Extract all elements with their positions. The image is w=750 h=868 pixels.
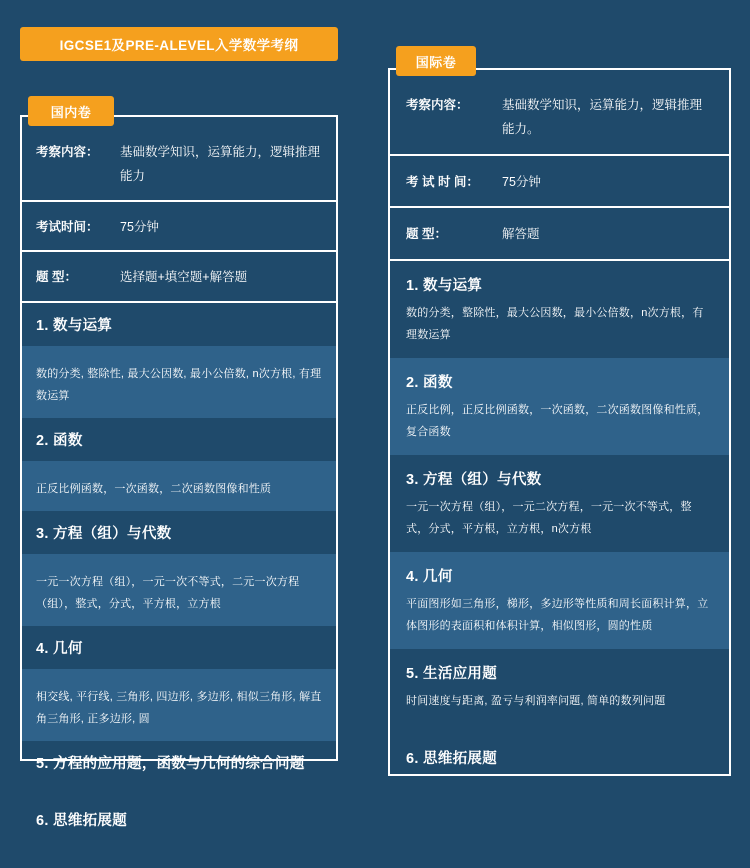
- right-info-value-content: 基础数学知识，运算能力，逻辑推理能力。: [502, 98, 703, 136]
- left-info-value-content: 基础数学知识，运算能力，逻辑推理能力: [120, 145, 321, 183]
- right-section-1: [390, 261, 729, 358]
- right-section-6-title: 6. 思维拓展题: [406, 751, 498, 767]
- left-section-5-title: 5. 方程的应用题，函数与几何的综合问题: [36, 756, 305, 772]
- left-section-1-title: 1. 数与运算: [36, 318, 113, 334]
- left-section-3-body-wrap: [22, 554, 336, 626]
- right-info-row-questiontype: [390, 208, 729, 261]
- right-section-3: [390, 455, 729, 552]
- right-section-5: [390, 649, 729, 724]
- right-section-1-body: 数的分类，整除性，最大公因数，最小公倍数，n次方根，有理数运算: [406, 307, 704, 341]
- left-section-2-title: 2. 函数: [36, 433, 83, 449]
- left-section-4-title: 4. 几何: [36, 641, 83, 657]
- left-section-3: [22, 511, 336, 554]
- right-panel-tab: [396, 46, 476, 76]
- right-section-4-body: 平面图形如三角形，梯形，多边形等性质和周长面积计算，立体图形的表面积和体积计算，相似图形，圆的性质: [406, 598, 709, 632]
- main-title-banner: [20, 27, 338, 61]
- main-title-text: IGCSE1及PRE-ALEVEL入学数学考纲: [59, 38, 299, 53]
- left-info-key-content: 考察内容：: [36, 145, 99, 159]
- right-info-key-duration: 考 试 时 间：: [406, 174, 479, 189]
- left-section-5: [22, 741, 336, 784]
- right-section-5-title: 5. 生活应用题: [406, 666, 498, 682]
- left-panel-tab: [28, 96, 114, 126]
- right-info-value-questiontype: 解答题: [502, 227, 540, 242]
- right-info-row-content: [390, 70, 729, 156]
- right-info-key-content: 考察内容：: [406, 98, 469, 112]
- left-section-4: [22, 626, 336, 669]
- right-panel: [388, 68, 731, 776]
- left-section-6: [22, 798, 336, 841]
- left-section-3-body: 一元一次方程（组），一元一次不等式，二元一次方程（组），整式，分式，平方根，立方根: [36, 576, 300, 610]
- right-section-5-body: 时间速度与距离, 盈亏与利润率问题, 简单的数列问题: [406, 695, 666, 707]
- left-section-6-title: 6. 思维拓展题: [36, 813, 128, 829]
- left-info-row-questiontype: [22, 252, 336, 303]
- right-section-2-title: 2. 函数: [406, 375, 453, 391]
- left-section-1-body: 数的分类, 整除性, 最大公因数, 最小公倍数, n次方根, 有理数运算: [36, 368, 322, 402]
- left-section-4-body-wrap: [22, 669, 336, 741]
- left-info-value-questiontype: 选择题+填空题+解答题: [120, 270, 248, 285]
- right-section-4-title: 4. 几何: [406, 569, 453, 585]
- left-spacer: [22, 784, 336, 798]
- right-panel-tab-label: 国际卷: [415, 54, 457, 70]
- right-section-4: [390, 552, 729, 649]
- left-info-key-duration: 考试时间：: [36, 219, 99, 234]
- right-section-6: [390, 734, 729, 780]
- right-info-value-duration: 75分钟: [502, 174, 541, 189]
- right-section-2: [390, 358, 729, 455]
- left-info-row-duration: [22, 202, 336, 253]
- left-info-value-duration: 75分钟: [120, 219, 159, 234]
- left-section-4-body: 相交线, 平行线, 三角形, 四边形, 多边形, 相似三角形, 解直角三角形, 正多边形, 圆: [36, 691, 322, 725]
- right-section-2-body: 正反比例，正反比例函数，一次函数，二次函数图像和性质，复合函数: [406, 404, 709, 438]
- right-info-row-duration: [390, 156, 729, 209]
- right-section-1-title: 1. 数与运算: [406, 278, 483, 294]
- left-info-row-content: [22, 117, 336, 202]
- left-section-2: [22, 418, 336, 461]
- left-info-key-questiontype: 题 型：: [36, 270, 77, 285]
- left-section-3-title: 3. 方程（组）与代数: [36, 526, 172, 542]
- left-section-2-body-wrap: [22, 461, 336, 511]
- right-section-3-body: 一元一次方程（组），一元二次方程，一元一次不等式，整式，分式，平方根，立方根，n次方根: [406, 501, 692, 535]
- left-section-1: [22, 303, 336, 346]
- left-panel-tab-label: 国内卷: [50, 104, 92, 120]
- right-info-key-questiontype: 题 型：: [406, 227, 447, 242]
- left-section-1-body-wrap: [22, 346, 336, 418]
- left-section-2-body: 正反比例函数，一次函数，二次函数图像和性质: [36, 483, 272, 495]
- right-section-3-title: 3. 方程（组）与代数: [406, 472, 542, 488]
- left-panel: [20, 115, 338, 829]
- right-spacer: [390, 724, 729, 734]
